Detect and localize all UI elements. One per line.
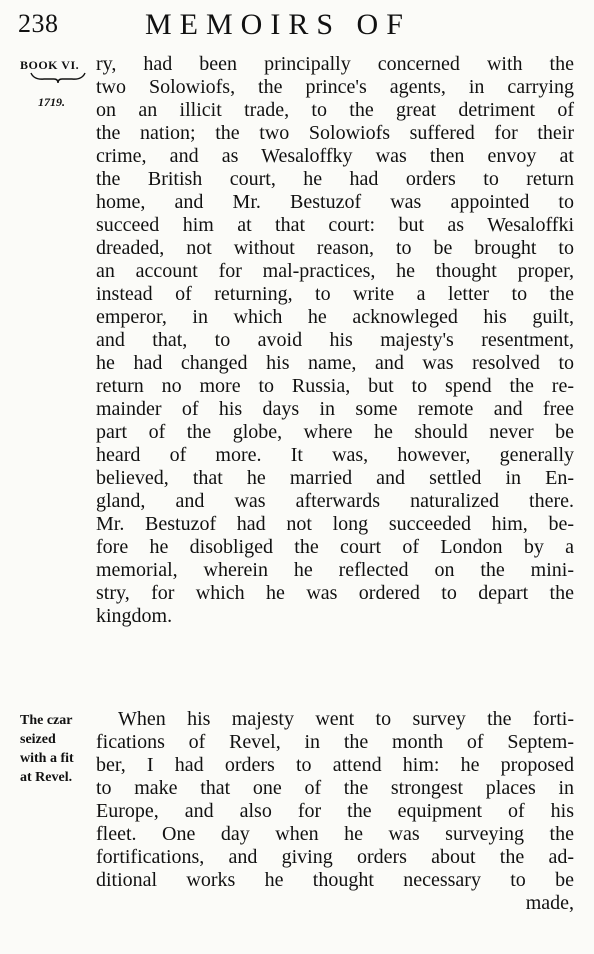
text-line: succeed him at that court: but as Wesaloffki bbox=[96, 214, 574, 236]
text-line: memorial, wherein he reflected on the mini- bbox=[96, 559, 574, 581]
text-line: fications of Revel, in the month of Septem- bbox=[96, 731, 574, 753]
text-line: to make that one of the strongest places in bbox=[96, 777, 574, 799]
text-line: believed, that he married and settled in En- bbox=[96, 467, 574, 489]
catchword: made, bbox=[525, 892, 574, 914]
paragraph-2 bbox=[96, 708, 574, 915]
text-line: crime, and as Wesaloffky was then envoy at bbox=[96, 145, 574, 167]
text-line: an account for mal-practices, he thought proper, bbox=[96, 260, 574, 282]
text-line: stry, for which he was ordered to depart the bbox=[96, 582, 574, 604]
side-note-line: at Revel. bbox=[20, 770, 73, 785]
text-line: home, and Mr. Bestuzof was appointed to bbox=[96, 191, 574, 213]
text-line: part of the globe, where he should never be bbox=[96, 421, 574, 443]
year-label: 1719. bbox=[38, 95, 65, 109]
text-line: kingdom. bbox=[96, 605, 173, 627]
text-line: fore he disobliged the court of London by a bbox=[96, 536, 574, 558]
paragraph-1 bbox=[96, 53, 574, 628]
text-line: mainder of his days in some remote and free bbox=[96, 398, 574, 420]
text-line: When his majesty went to survey the forti- bbox=[118, 708, 574, 730]
text-line: the nation; the two Solowiofs suffered for their bbox=[96, 122, 574, 144]
text-line: return no more to Russia, but to spend the re- bbox=[96, 375, 574, 397]
text-line: heard of more. It was, however, generally bbox=[96, 444, 574, 466]
text-line: dreaded, not without reason, to be brought to bbox=[96, 237, 574, 259]
text-line: emperor, in which he acknowleged his guilt, bbox=[96, 306, 574, 328]
text-line: fortifications, and giving orders about the ad- bbox=[96, 846, 574, 868]
brace-icon bbox=[30, 72, 86, 84]
side-note-line: with a fit bbox=[20, 751, 74, 766]
text-line: the British court, he had orders to return bbox=[96, 168, 574, 190]
running-head: MEMOIRS OF bbox=[145, 8, 411, 41]
text-line: gland, and was afterwards naturalized there. bbox=[96, 490, 574, 512]
text-line: two Solowiofs, the prince's agents, in carrying bbox=[96, 76, 574, 98]
text-line: on an illicit trade, to the great detriment of bbox=[96, 99, 574, 121]
text-line: Mr. Bestuzof had not long succeeded him, be- bbox=[96, 513, 574, 535]
side-note-line: seized bbox=[20, 732, 56, 747]
text-line: Europe, and also for the equipment of his bbox=[96, 800, 574, 822]
text-line: ry, had been principally concerned with the bbox=[96, 53, 574, 75]
side-note bbox=[20, 711, 74, 787]
text-line: instead of returning, to write a letter to the bbox=[96, 283, 574, 305]
text-line: fleet. One day when he was surveying the bbox=[96, 823, 574, 845]
text-line: ditional works he thought necessary to be bbox=[96, 869, 574, 891]
side-note-line: The czar bbox=[20, 713, 73, 728]
text-line: ber, I had orders to attend him: he proposed bbox=[96, 754, 574, 776]
book-label: BOOK VI. bbox=[20, 58, 80, 72]
text-line: and that, to avoid his majesty's resentment, bbox=[96, 329, 574, 351]
text-line: he had changed his name, and was resolved to bbox=[96, 352, 574, 374]
page-number: 238 bbox=[18, 9, 59, 38]
